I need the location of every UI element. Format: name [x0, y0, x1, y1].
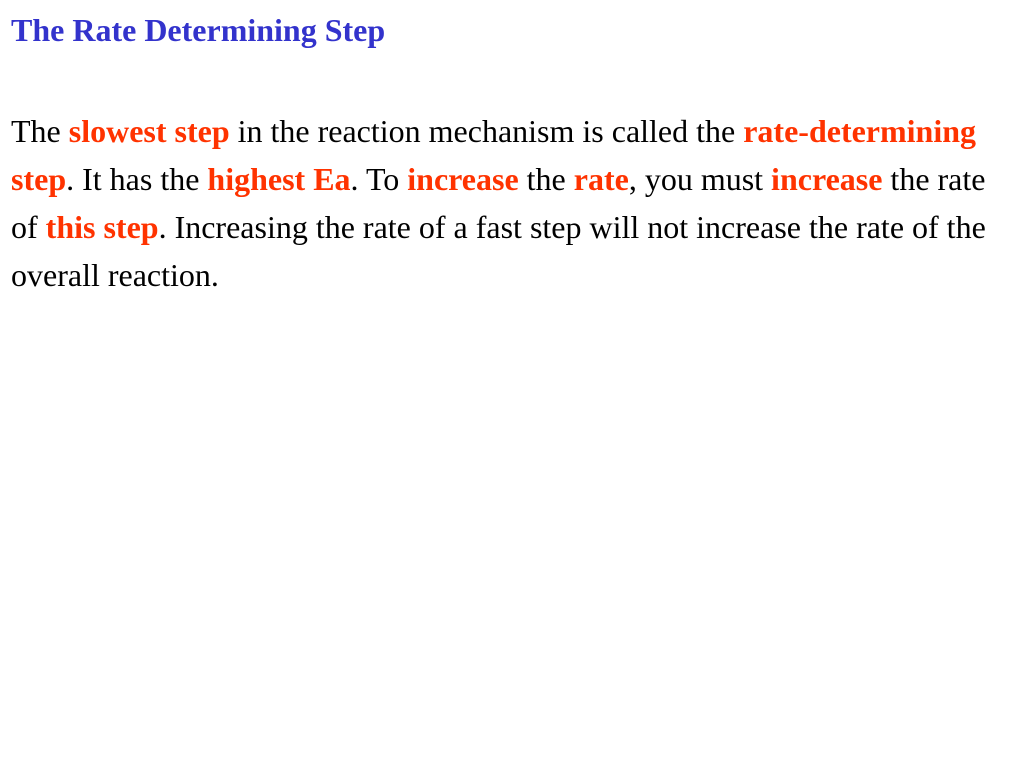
body-paragraph	[11, 107, 1019, 299]
slide-title: The Rate Determining Step	[11, 12, 386, 48]
highlight-rate-determining-step: rate-determining step	[11, 113, 977, 197]
body-text: the	[518, 161, 574, 197]
highlight-increase-2: increase	[771, 161, 883, 197]
body-text: in the reaction mechanism is called the	[229, 113, 744, 149]
highlight-highest-ea: highest Ea	[207, 161, 351, 197]
body-text: The	[11, 113, 69, 149]
body-text: . Increasing the rate of a fast step will not increase the rate of the overall reaction.	[11, 209, 986, 293]
highlight-increase: increase	[407, 161, 519, 197]
body-text: . It has the	[66, 161, 208, 197]
body-text: . To	[350, 161, 408, 197]
highlight-slowest-step: slowest step	[68, 113, 230, 149]
body-text: the rate of	[11, 161, 986, 245]
body-text: , you must	[628, 161, 772, 197]
highlight-rate: rate	[573, 161, 629, 197]
highlight-this-step: this step	[45, 209, 159, 245]
